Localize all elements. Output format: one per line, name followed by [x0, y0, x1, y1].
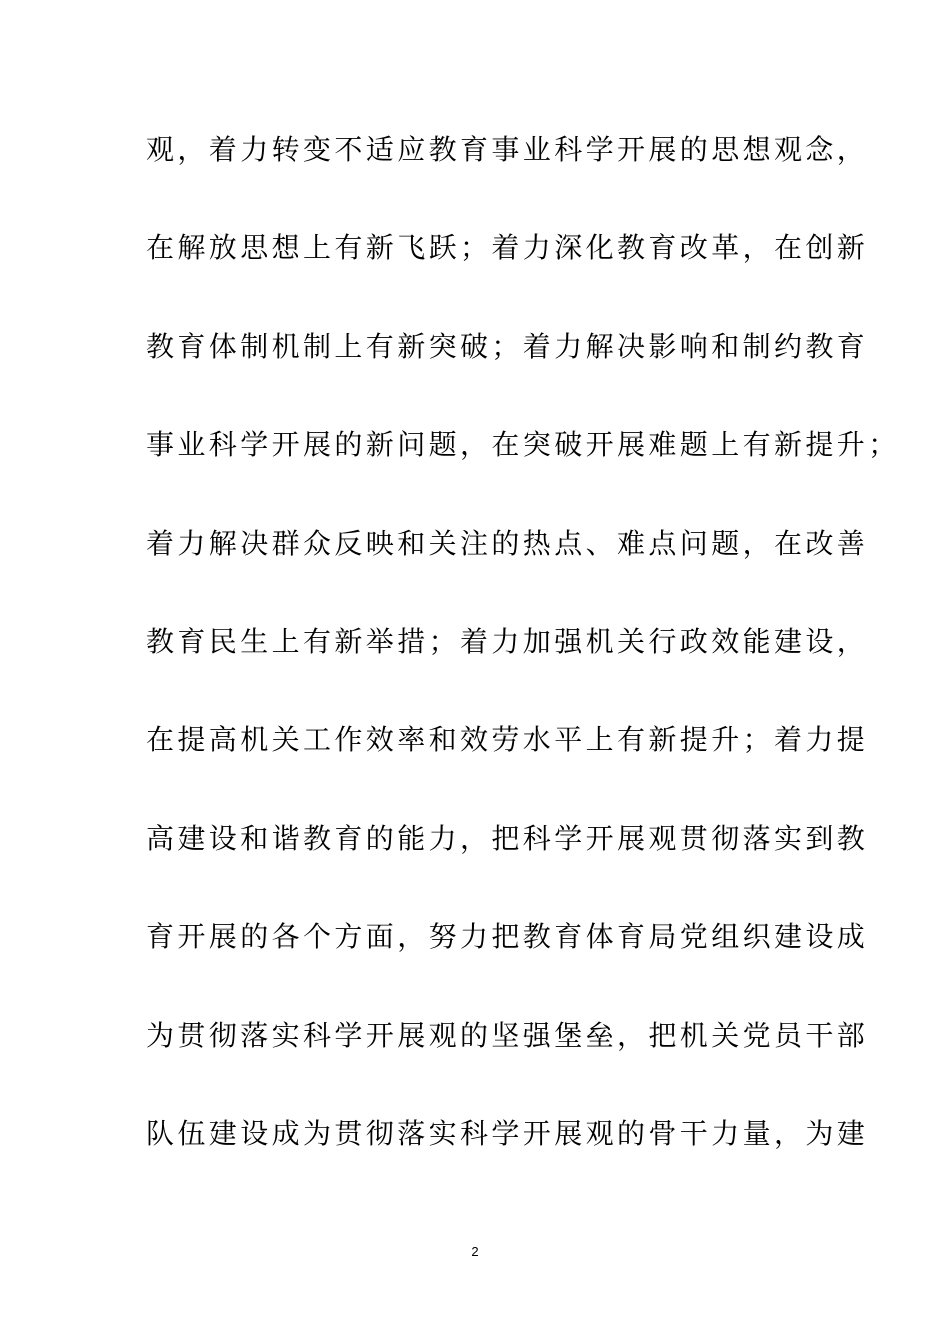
text-line-5: 着力解决群众反映和关注的热点、难点问题，在改善 [146, 526, 869, 560]
text-line-2: 在解放思想上有新飞跃；着力深化教育改革，在创新 [146, 231, 869, 265]
text-line-4: 事业科学开展的新问题，在突破开展难题上有新提升； [146, 428, 900, 462]
text-line-1: 观，着力转变不适应教育事业科学开展的思想观念， [146, 133, 869, 166]
text-line-6: 教育民生上有新举措；着力加强机关行政效能建设， [146, 624, 869, 658]
text-line-10: 为贯彻落实科学开展观的坚强堡垒，把机关党员干部 [146, 1018, 869, 1052]
text-line-9: 育开展的各个方面，努力把教育体育局党组织建设成 [146, 920, 869, 954]
text-line-3: 教育体制机制上有新突破；着力解决影响和制约教育 [146, 329, 869, 363]
body-text [146, 122, 900, 1204]
page-number: 2 [471, 1244, 479, 1259]
text-line-11: 队伍建设成为贯彻落实科学开展观的骨干力量，为建 [146, 1116, 869, 1150]
text-line-8: 高建设和谐教育的能力，把科学开展观贯彻落实到教 [146, 821, 869, 855]
text-line-7: 在提高机关工作效率和效劳水平上有新提升；着力提 [146, 723, 869, 757]
